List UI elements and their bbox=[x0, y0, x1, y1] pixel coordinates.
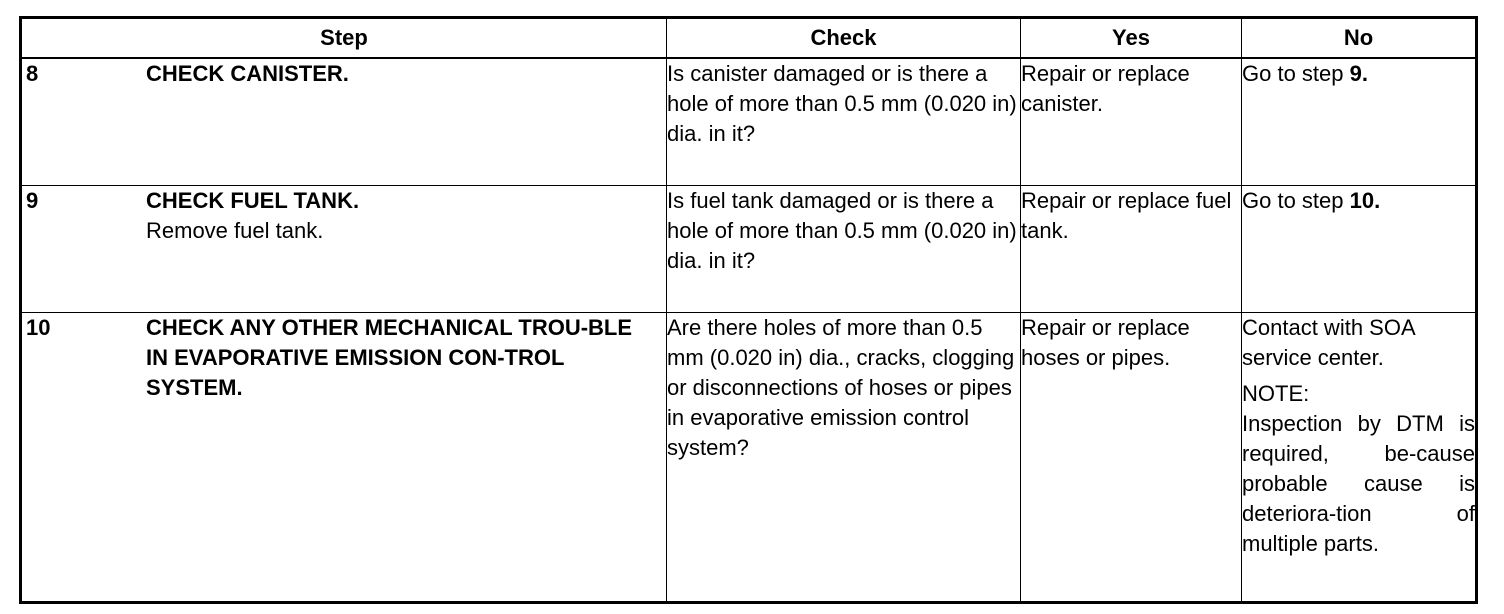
table-row bbox=[21, 58, 1477, 186]
go-to-step-number: 9. bbox=[1349, 61, 1368, 86]
check-cell: Is fuel tank damaged or is there a hole of more than 0.5 mm (0.020 in) dia. in it? bbox=[667, 186, 1021, 313]
no-cell bbox=[1242, 186, 1477, 313]
note-text: Inspection by DTM is required, be-cause probable cause is deteriora-tion of multiple parts. bbox=[1242, 411, 1475, 556]
yes-cell: Repair or replace fuel tank. bbox=[1021, 186, 1242, 313]
step-title: CHECK FUEL TANK. bbox=[146, 188, 360, 213]
header-row bbox=[21, 18, 1477, 59]
step-title: CHECK ANY OTHER MECHANICAL TROU-BLE IN EVAPORATIVE EMISSION CON-TROL SYSTEM. bbox=[146, 315, 633, 400]
step-title: CHECK CANISTER. bbox=[146, 61, 349, 86]
contact-text: Contact with SOA service center. bbox=[1242, 315, 1415, 370]
header-check: Check bbox=[667, 18, 1021, 59]
header-no: No bbox=[1242, 18, 1477, 59]
step-number: 9 bbox=[26, 188, 39, 213]
go-to-step-number: 10. bbox=[1349, 188, 1381, 213]
header-step: Step bbox=[21, 18, 667, 59]
yes-cell: Repair or replace canister. bbox=[1021, 58, 1242, 186]
go-to-step-text: Go to step bbox=[1242, 61, 1344, 86]
no-cell bbox=[1242, 58, 1477, 186]
step-cell bbox=[21, 313, 667, 603]
step-cell bbox=[21, 58, 667, 186]
step-cell bbox=[21, 186, 667, 313]
header-yes: Yes bbox=[1021, 18, 1242, 59]
table-row bbox=[21, 186, 1477, 313]
check-cell: Is canister damaged or is there a hole of more than 0.5 mm (0.020 in) dia. in it? bbox=[667, 58, 1021, 186]
step-number: 8 bbox=[26, 61, 39, 86]
yes-cell: Repair or replace hoses or pipes. bbox=[1021, 313, 1242, 603]
check-cell: Are there holes of more than 0.5 mm (0.020 in) dia., cracks, clogging or disconnections of hoses or pipes in evaporative emission control system? bbox=[667, 313, 1021, 603]
go-to-step-text: Go to step bbox=[1242, 188, 1344, 213]
diagnostic-table bbox=[19, 16, 1478, 604]
note-label: NOTE: bbox=[1242, 381, 1310, 406]
no-cell bbox=[1242, 313, 1477, 603]
step-description: Remove fuel tank. bbox=[146, 218, 324, 243]
table-row bbox=[21, 313, 1477, 603]
step-number: 10 bbox=[26, 315, 51, 340]
